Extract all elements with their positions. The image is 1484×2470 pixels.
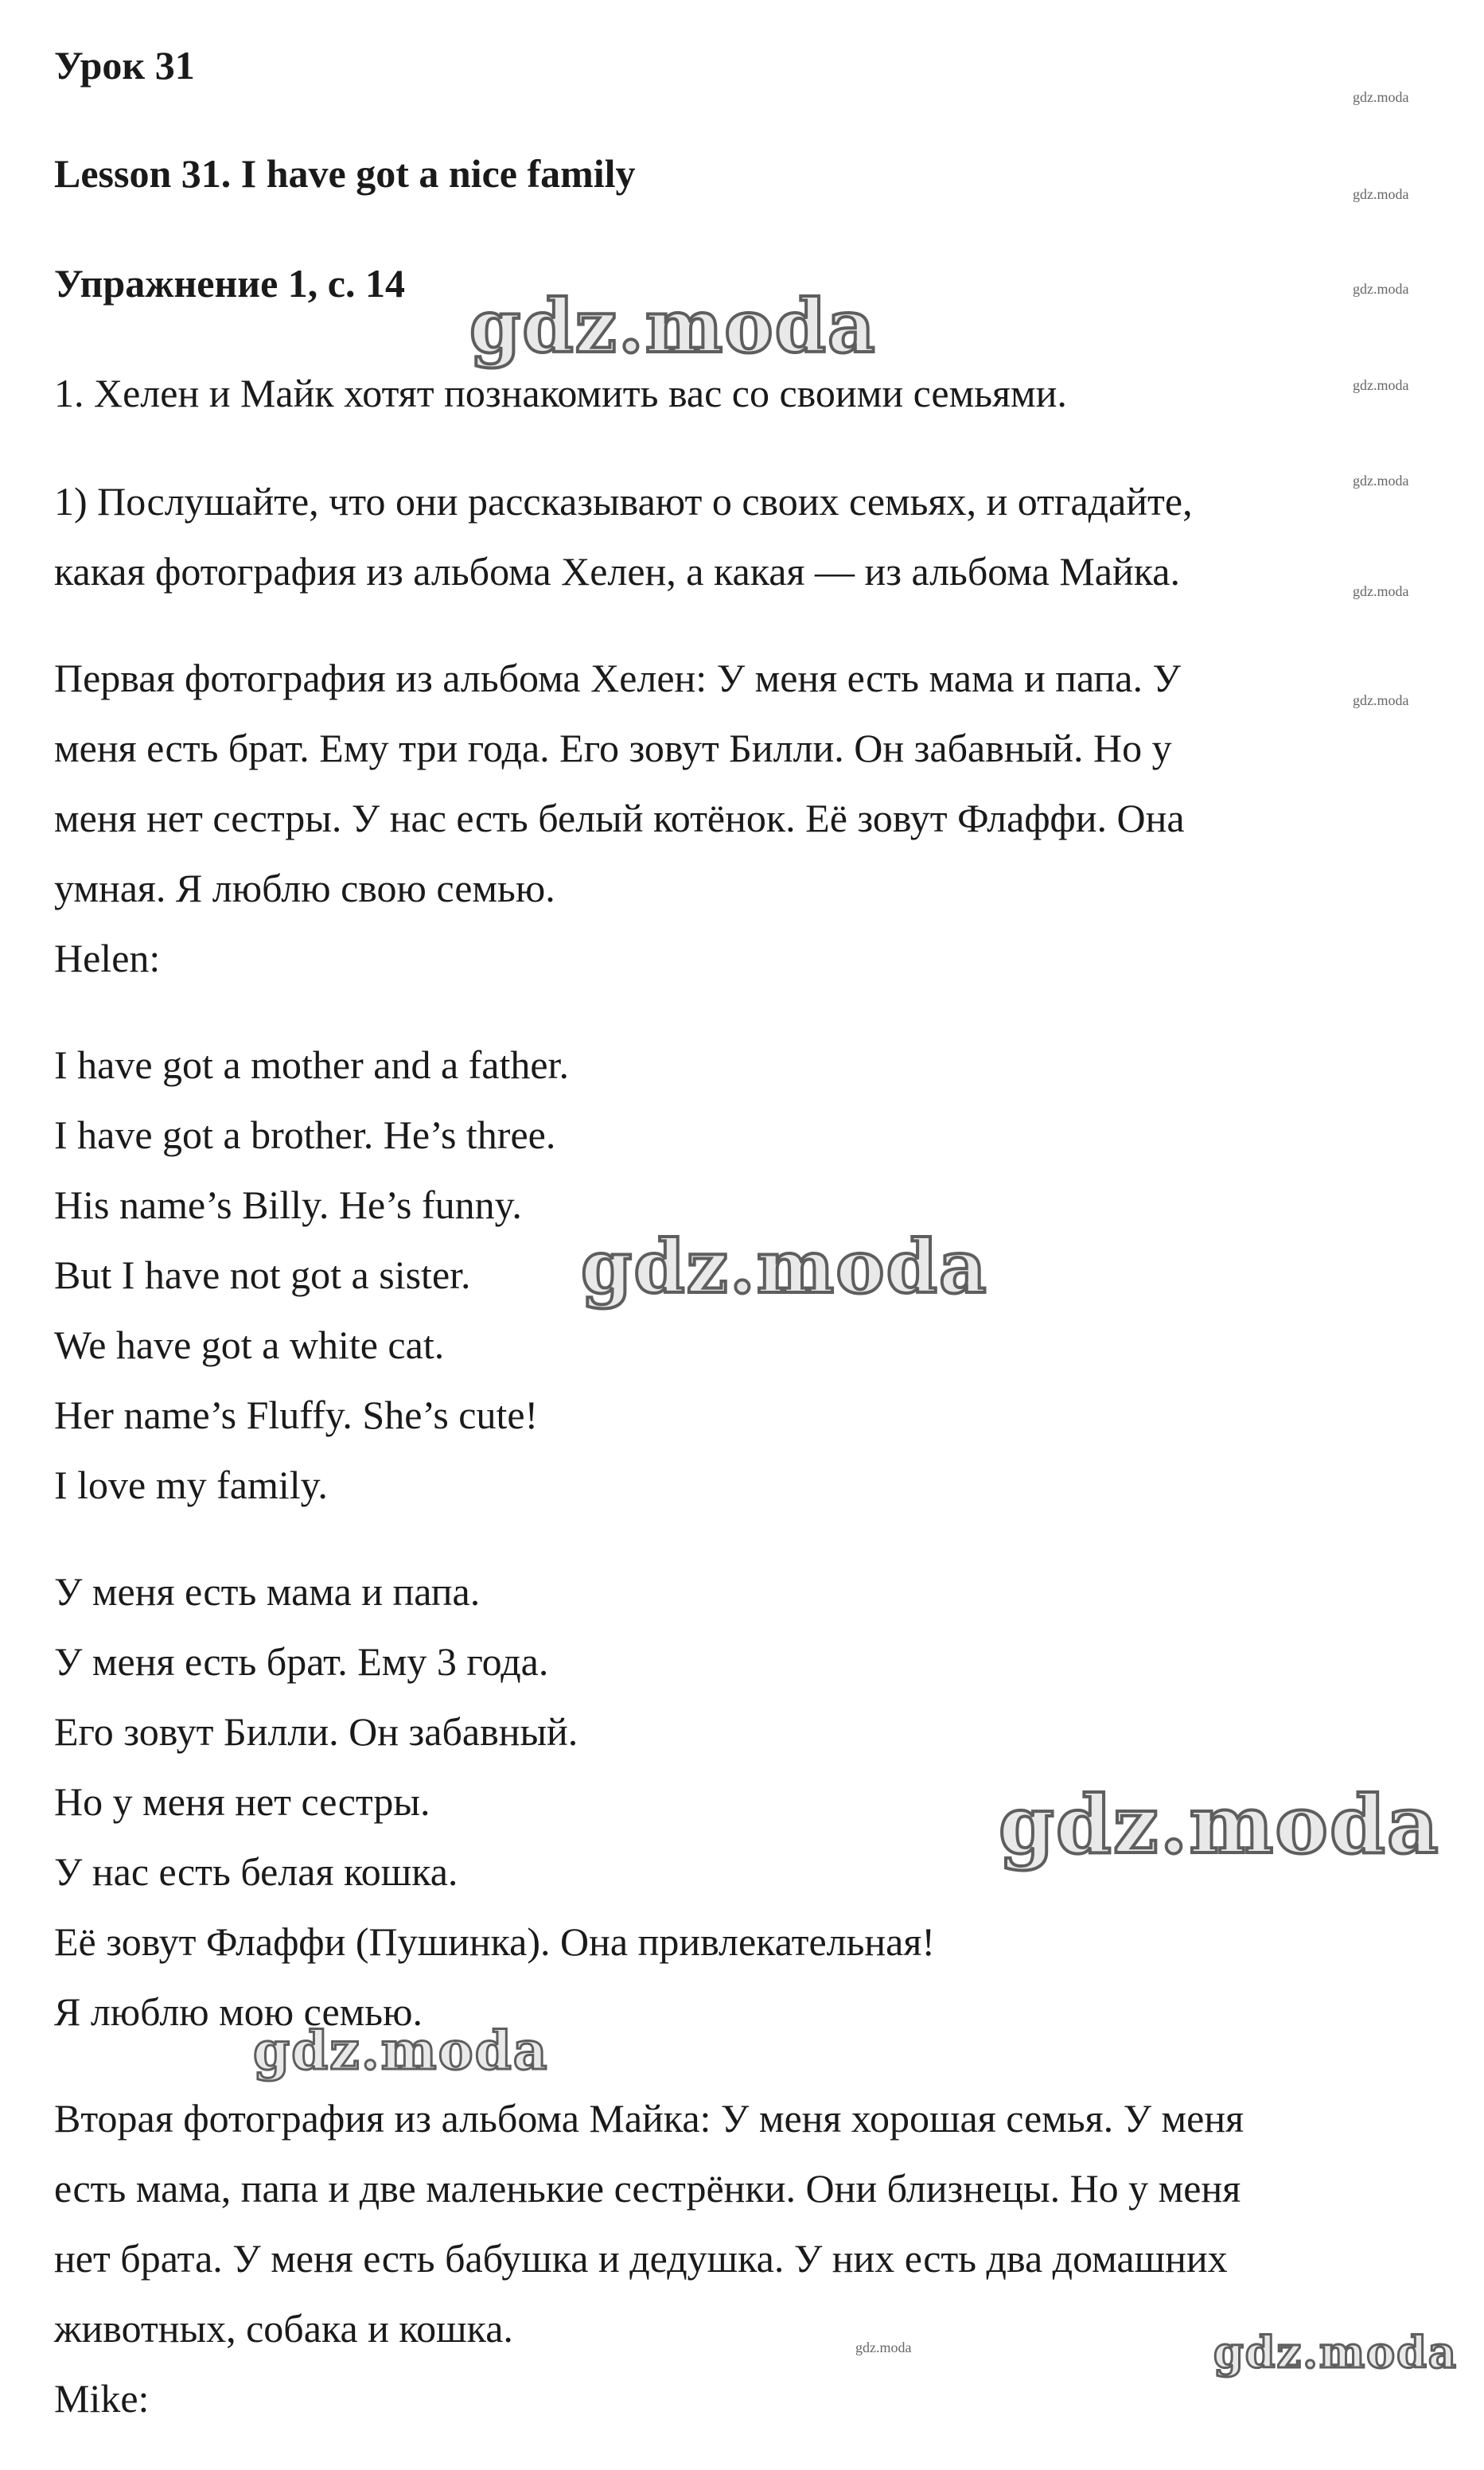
helen-en-line-5: We have got a white cat. [54,1323,445,1367]
task-line-2: какая фотография из альбома Хелен, а какая — из альбома Майка. [54,549,1180,594]
watermark-big-4: gdz.moda [253,2020,549,2082]
mike-speaker: Mike: [54,2376,150,2421]
lesson-number: Урок 31 [54,43,195,88]
lesson-title: Lesson 31. I have got a nice family [54,151,636,196]
watermark-small-4: gdz.moda [1353,377,1409,393]
task-line-1: 1) Послушайте, что они рассказывают о своих семьях, и отгадайте, [54,479,1193,524]
helen-en-line-3: His name’s Billy. He’s funny. [54,1182,522,1227]
helen-desc-line-4: умная. Я люблю свою семью. [54,866,555,910]
helen-desc-line-2: меня есть брат. Ему три года. Его зовут Билли. Он забавный. Но у [54,726,1172,770]
helen-en-line-6: Her name’s Fluffy. She’s cute! [54,1393,539,1437]
intro-line: 1. Хелен и Майк хотят познакомить вас со своими семьями. [54,371,1067,415]
watermark-big-1: gdz.moda [469,283,877,369]
helen-desc-line-1: Первая фотография из альбома Хелен: У меня есть мама и папа. У [54,656,1181,700]
watermark-small-1: gdz.moda [1353,89,1409,105]
watermark-big-2: gdz.moda [581,1224,988,1310]
helen-en-line-1: I have got a mother and a father. [54,1042,569,1087]
watermark-small-3: gdz.moda [1353,281,1409,297]
mike-desc-line-2: есть мама, папа и две маленькие сестрёнки. Они близнецы. Но у меня [54,2166,1241,2211]
helen-desc-line-3: меня нет сестры. У нас есть белый котёнок. Её зовут Флаффи. Она [54,796,1185,840]
watermark-big-3: gdz.moda [999,1778,1440,1872]
helen-ru-line-7: Я люблю мою семью. [54,1989,423,2034]
watermark-small-8: gdz.moda [855,2339,912,2355]
watermark-small-5: gdz.moda [1353,473,1409,489]
mike-desc-line-1: Вторая фотография из альбома Майка: У меня хорошая семья. У меня [54,2096,1244,2141]
helen-ru-line-4: Но у меня нет сестры. [54,1779,430,1824]
helen-en-line-2: I have got a brother. He’s three. [54,1112,556,1157]
watermark-big-5: gdz.moda [1213,2327,1458,2378]
helen-ru-line-5: У нас есть белая кошка. [54,1849,458,1894]
watermark-small-7: gdz.moda [1353,692,1409,708]
helen-ru-line-3: Его зовут Билли. Он забавный. [54,1709,578,1754]
helen-speaker: Helen: [54,936,161,980]
helen-ru-line-6: Её зовут Флаффи (Пушинка). Она привлекательная! [54,1919,936,1964]
mike-desc-line-4: животных, собака и кошка. [54,2306,513,2351]
helen-en-line-4: But I have not got a sister. [54,1253,471,1297]
helen-ru-line-2: У меня есть брат. Ему 3 года. [54,1639,549,1684]
helen-en-line-7: I love my family. [54,1463,328,1507]
exercise-title: Упражнение 1, с. 14 [54,261,405,306]
mike-desc-line-3: нет брата. У меня есть бабушка и дедушка. У них есть два домашних [54,2236,1228,2281]
watermark-small-2: gdz.moda [1353,186,1409,202]
watermark-small-6: gdz.moda [1353,583,1409,599]
helen-ru-line-1: У меня есть мама и папа. [54,1569,481,1614]
